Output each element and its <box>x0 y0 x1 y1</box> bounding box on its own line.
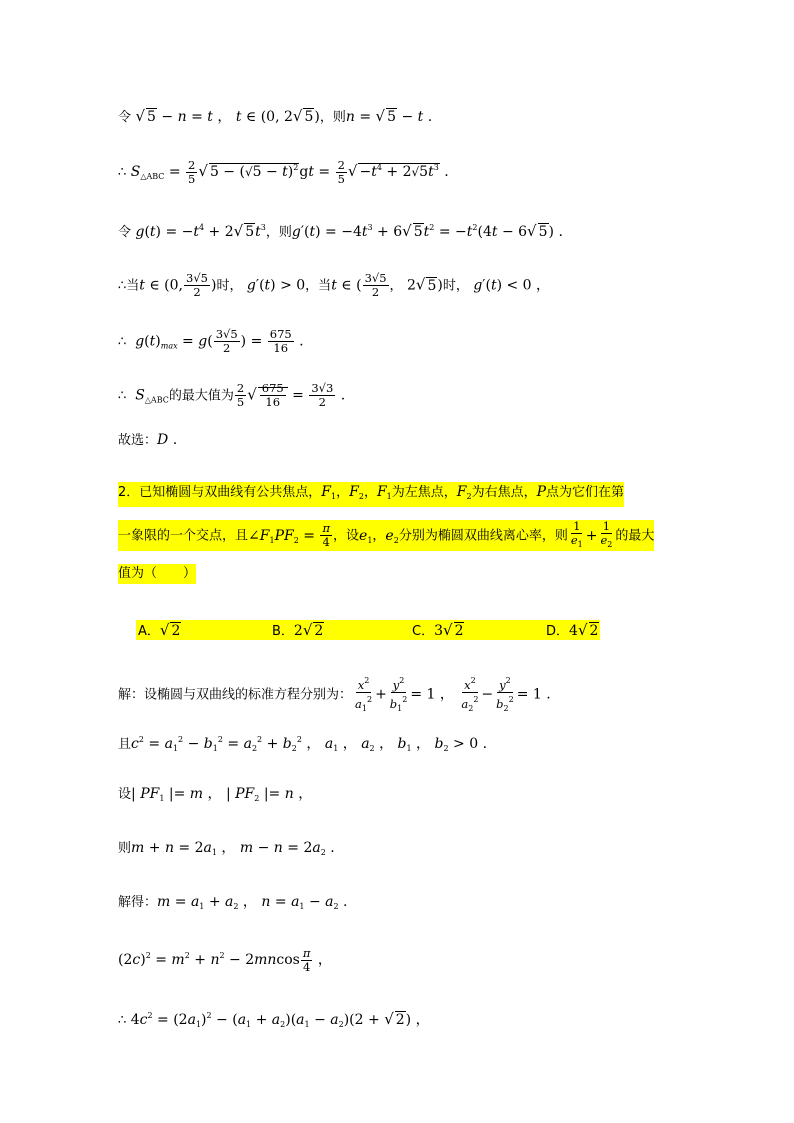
solution-2-line-2: 且$c^2 = a_1^2 - b_1^2 = a_2^2 + b_2^2$ ， $a_1$ ， $a_2$ ， $b_1$ ， $b_2 > 0$ . <box>118 735 488 753</box>
solution-2-line-1: 解：设椭圆与双曲线的标准方程分别为： $\frac{x^2}{a_1^2}$ + $\frac{y^2}{b_1^2}$ = 1 ， $\frac{x^2}{a_2^2}$ − $\frac{y^2}{b_2^2}$ = 1 . <box>118 676 551 713</box>
question-row-1: 2．已知椭圆与双曲线有公共焦点，$F_1$，$F_2$，$F_1$为左焦点，$F_2$为右焦点，P点为它们在第 <box>118 482 624 507</box>
question-row-2: 一象限的一个交点，且$\angle F_1PF_2$ = $\frac{\pi}{4}$ ，设$e_1$，$e_2$分别为椭圆双曲线离心率，则 $\frac{1}{e_1}$ + $\frac{1}{e_2}$ 的最大 <box>118 519 655 549</box>
solution-answer: 故选：D . <box>118 432 178 448</box>
question-row-3: 值为（ ） <box>118 564 196 584</box>
options-highlight <box>136 620 600 640</box>
option-d[interactable]: D．4√ 2 <box>546 621 599 639</box>
solution-2-line-6: $(2c)^2 = m^2 + n^2 - 2mncos$ $\frac{\pi}{4}$ ， <box>118 945 332 974</box>
solution-line-max-g: ∴ $g(t)_{max} = g$( $\frac{3√5}{2}$ ) = $\frac{675}{16}$ . <box>118 327 304 355</box>
solution-line-area: ∴ $S_{\triangle ABC}$ = $\frac{2}{5}$ √ $5 - (√5 - t)^2gt$ = $\frac{2}{5}$ √ $-t^4 + 2√5t^3$ . <box>118 157 449 186</box>
option-c[interactable]: C．3√ 2 <box>412 621 464 639</box>
solution-line-derivative: 令 $g(t) = -t^4 + 2√$ $5t^3$，则$g'(t) = -4t^3 + 6√$ $5t^2 = -t^2(4t - 6√$ 5) . <box>118 222 563 240</box>
solution-2-line-5: 解得：$m = a_1 + a_2$ ， $n = a_1 - a_2$ . <box>118 894 348 911</box>
solution-2-line-3: 设| $PF_1$ |= m ， | $PF_2$ |= n ， <box>118 786 313 803</box>
option-b[interactable]: B．2√ 2 <box>272 621 324 639</box>
option-a[interactable]: A．√ 2 <box>138 621 181 639</box>
solution-2-line-7: ∴ $4c^2 = (2a_1)^2 - (a_1 + a_2)(a_1 - a_2)(2$ + √ 2) ， <box>118 1010 430 1029</box>
solution-line-max-area: ∴ $S_{\triangle ABC}$的最大值为 $\frac{2}{5}$ √ $\frac{675}{16}$ = $\frac{3√3}{2}$ . <box>118 381 346 409</box>
solution-line-monotonicity: ∴当t ∈ (0, $\frac{3√5}{2}$ )时， g′(t) > 0，当t ∈ ( $\frac{3√5}{2}$ ， 2√ 5)时， g′(t) < 0 ， <box>118 271 551 299</box>
solution-2-line-4: 则$m + n = 2a_1$ ， $m - n = 2a_2$ . <box>118 840 335 857</box>
solution-line-substitution: 令 √ 5 − n = t ， t ∈ (0, 2√ 5)，则n = √ 5 − t . <box>118 107 433 125</box>
